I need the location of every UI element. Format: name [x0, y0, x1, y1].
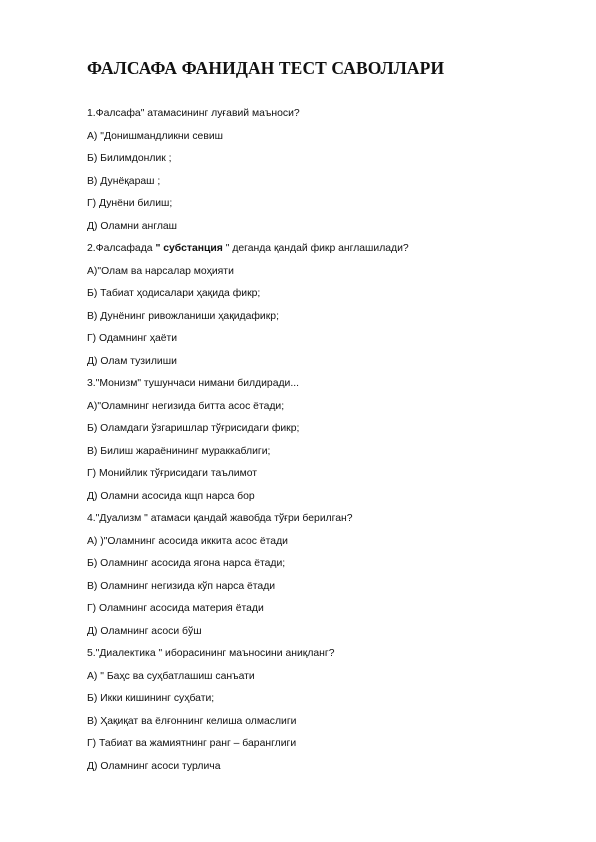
page-title: ФАЛСАФА ФАНИДАН ТЕСТ САВОЛЛАРИ	[87, 58, 445, 78]
answer-1-v: В) Дунёқараш ;	[87, 175, 161, 187]
question-2-start: 2.Фалсафада	[87, 243, 156, 254]
question-2-term: " субстанция	[155, 243, 223, 254]
answer-5-d: Д) Оламнинг асоси турлича	[87, 760, 221, 772]
answer-3-a: А)"Оламнинг негизида битта асос ётади;	[87, 400, 285, 412]
answer-4-d: Д) Оламнинг асоси бўш	[87, 625, 202, 637]
answer-2-g: Г) Одамнинг ҳаёти	[87, 333, 178, 344]
answer-5-v: В) Ҳақиқат ва ёлғоннинг келиша олмаслиги	[87, 715, 297, 727]
answer-3-v: В) Билиш жараёнининг мураккаблиги;	[87, 445, 271, 457]
answer-2-a: А)"Олам ва нарсалар моҳияти	[87, 265, 234, 277]
answer-1-g: Г) Дунёни билиш;	[87, 198, 173, 209]
answer-1-b: Б) Билимдонлик ;	[87, 153, 172, 164]
question-1: 1.Фалсафа" атамасининг луғавий маъноси?	[87, 108, 300, 119]
answer-4-a: А) )"Оламнинг асосида иккита асос ётади	[87, 535, 288, 547]
answer-4-g: Г) Оламнинг асосида материя ётади	[87, 603, 264, 614]
answer-3-g: Г) Монийлик тўғрисидаги таълимот	[87, 468, 258, 479]
answer-5-g: Г) Табиат ва жамиятнинг ранг – баранглиги	[87, 738, 297, 749]
question-5: 5."Диалектика " иборасининг маъносини аниқланг?	[87, 648, 335, 659]
test-questions	[87, 107, 567, 782]
answer-3-d: Д) Оламни асосида кщп нарса бор	[87, 490, 255, 502]
answer-4-v: В) Оламнинг негизида кўп нарса ётади	[87, 580, 276, 592]
answer-5-b: Б) Икки кишининг суҳбати;	[87, 693, 215, 704]
answer-1-d: Д) Оламни англаш	[87, 220, 178, 232]
answer-5-a: А) " Баҳс ва суҳбатлашиш санъати	[87, 670, 255, 682]
question-3: 3."Монизм" тушунчаси нимани билдиради...	[87, 378, 300, 389]
answer-1-a: А) "Донишмандликни севиш	[87, 130, 223, 142]
answer-2-b: Б) Табиат ҳодисалари ҳақида фикр;	[87, 288, 261, 299]
answer-2-v: В) Дунёнинг ривожланиши ҳақидафикр;	[87, 310, 279, 322]
answer-3-b: Б) Оламдаги ўзгаришлар тўғрисидаги фикр;	[87, 423, 300, 434]
answer-4-b: Б) Оламнинг асосида ягона нарса ётади;	[87, 558, 286, 569]
question-4: 4."Дуализм " атамаси қандай жавобда тўғри берилган?	[87, 513, 353, 524]
answer-2-d: Д) Олам тузилиши	[87, 355, 177, 367]
question-2	[87, 242, 567, 265]
question-2-end: " деганда қандай фикр англашилади?	[222, 243, 409, 254]
